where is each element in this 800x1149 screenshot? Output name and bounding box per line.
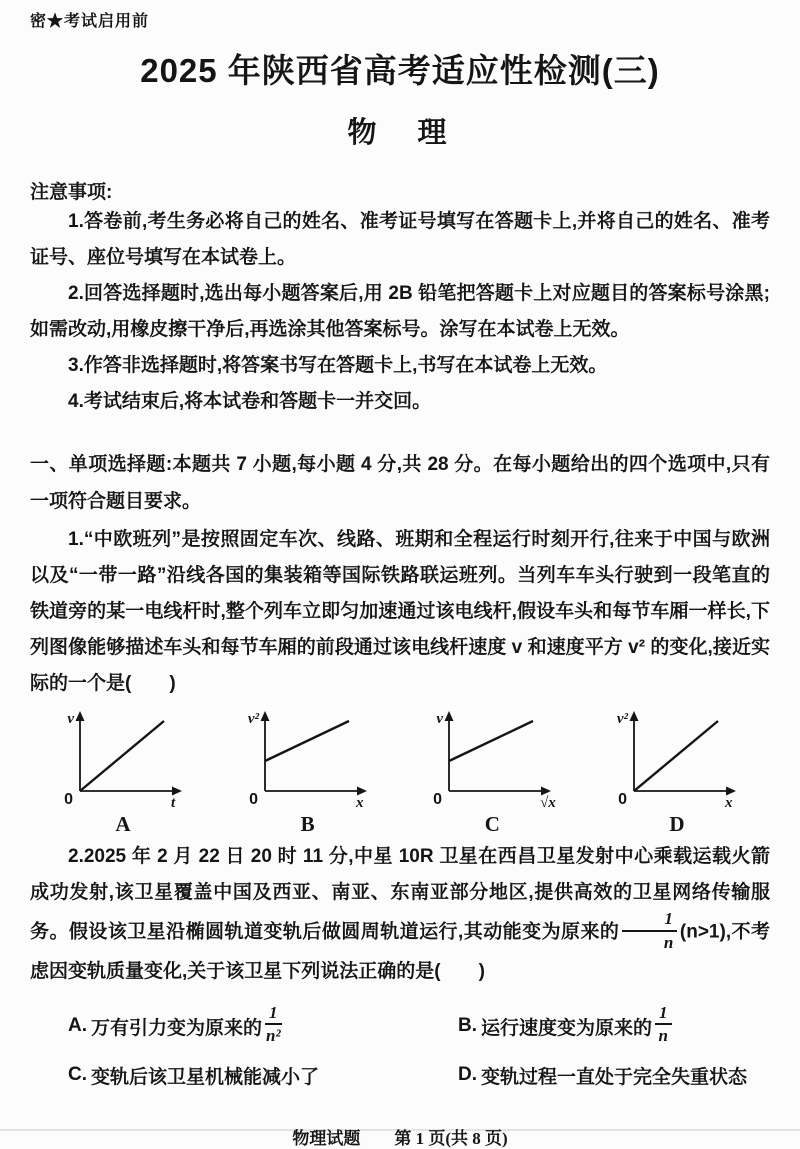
option-fraction: $\frac{1}{\text{n²}}$ <box>265 1002 281 1046</box>
svg-text:v: v <box>436 711 444 727</box>
section-one-heading: 一、单项选择题:本题共 7 小题,每小题 4 分,共 28 分。在每小题给出的四个选项中,只有一项符合题目要求。 <box>30 454 770 512</box>
graph-option-d <box>598 706 756 837</box>
graph-option-a <box>44 706 202 837</box>
svg-text:v: v <box>67 711 74 727</box>
option-key: B. <box>458 1015 477 1037</box>
graph-option-letter: D <box>669 812 685 836</box>
option-fraction: $\frac{1}{n}$ <box>655 1003 672 1046</box>
secrecy-label: 密★考试启用前 <box>30 13 150 30</box>
option-key: A. <box>68 1015 87 1037</box>
option-text: 变轨后该卫星机械能减小了 <box>91 1066 320 1088</box>
option-c <box>68 1062 458 1089</box>
svg-text:0: 0 <box>433 791 443 808</box>
question-2-text-after: (n>1),不考虑因变轨质量变化,关于该卫星下列说法正确的是( ) <box>30 921 771 983</box>
notice-item-3: 3.作答非选择题时,将答案书写在答题卡上,书写在本试卷上无效。 <box>68 355 608 376</box>
option-text: 万有引力变为原来的 <box>91 1017 263 1039</box>
svg-text:v²: v² <box>616 711 628 727</box>
svg-text:0: 0 <box>64 791 73 808</box>
graph-option-letter: B <box>300 812 315 836</box>
notice-item-1: 1.答卷前,考生务必将自己的姓名、准考证号填写在答题卡上,并将自己的姓名、准考证号、座位号填写在本试卷上。 <box>30 211 770 268</box>
graph-option-letter: C <box>484 812 500 836</box>
option-text: 变轨过程一直处于完全失重状态 <box>481 1066 748 1088</box>
subject-title: 物 理 <box>347 117 453 149</box>
option-d <box>458 1062 747 1089</box>
notice-item-4: 4.考试结束后,将本试卷和答题卡一并交回。 <box>68 391 432 412</box>
graph-option-c <box>413 706 571 837</box>
question-2-text-before: 2.2025 年 2 月 22 日 20 时 11 分,中星 10R 卫星在西昌卫星发射中心乘载运载火箭成功发射,该卫星覆盖中国及西亚、南亚、东南亚部分地区,提供高效的卫星网络传输服务。假设该卫星沿椭圆轨道变轨后做圆周轨道运行,其动能变为原来的 <box>30 846 770 943</box>
question-1-graphs <box>30 702 770 837</box>
question-1-text: 1.“中欧班列”是按照固定车次、线路、班期和全程运行时刻开行,往来于中国与欧洲以及“一带一路”沿线各国的集装箱等国际铁路联运班列。当列车车头行驶到一段笔直的铁道旁的某一电线杆时,整个列车立即匀加速通过该电线杆,假设车头和每节车厢一样长,下列图像能够描述车头和每节车厢的前段通过该电线杆速度 v 和速度平方 v² 的变化,接近实际的一个是( ) <box>30 529 770 694</box>
graph-option-b <box>229 706 387 837</box>
svg-text:√x: √x <box>540 795 557 811</box>
question-2-options <box>30 1000 770 1098</box>
inline-fraction: $\frac{1}{n}$ <box>622 909 677 952</box>
option-text: 运行速度变为原来的 <box>481 1017 653 1039</box>
notice-heading: 注意事项: <box>30 182 113 203</box>
svg-text:v²: v² <box>247 711 259 727</box>
svg-text:0: 0 <box>618 791 627 808</box>
svg-text:t: t <box>171 795 176 811</box>
notice-item-2: 2.回答选择题时,选出每小题答案后,用 2B 铅笔把答题卡上对应题目的答案标号涂黑;如需改动,用橡皮擦干净后,再选涂其他答案标号。涂写在本试卷上无效。 <box>30 283 770 340</box>
graph-option-letter: A <box>115 812 131 836</box>
svg-text:x: x <box>355 795 364 811</box>
page-title: 2025 年陕西省高考适应性检测(三) <box>140 52 660 89</box>
svg-text:0: 0 <box>248 791 258 808</box>
page-footer: 物理试题 第 1 页(共 8 页) <box>292 1129 508 1149</box>
option-key: D. <box>458 1064 477 1086</box>
option-a <box>68 1002 458 1048</box>
option-key: C. <box>68 1064 87 1086</box>
question-2-text <box>30 839 770 990</box>
option-b <box>458 1002 675 1048</box>
svg-text:x: x <box>724 795 733 811</box>
